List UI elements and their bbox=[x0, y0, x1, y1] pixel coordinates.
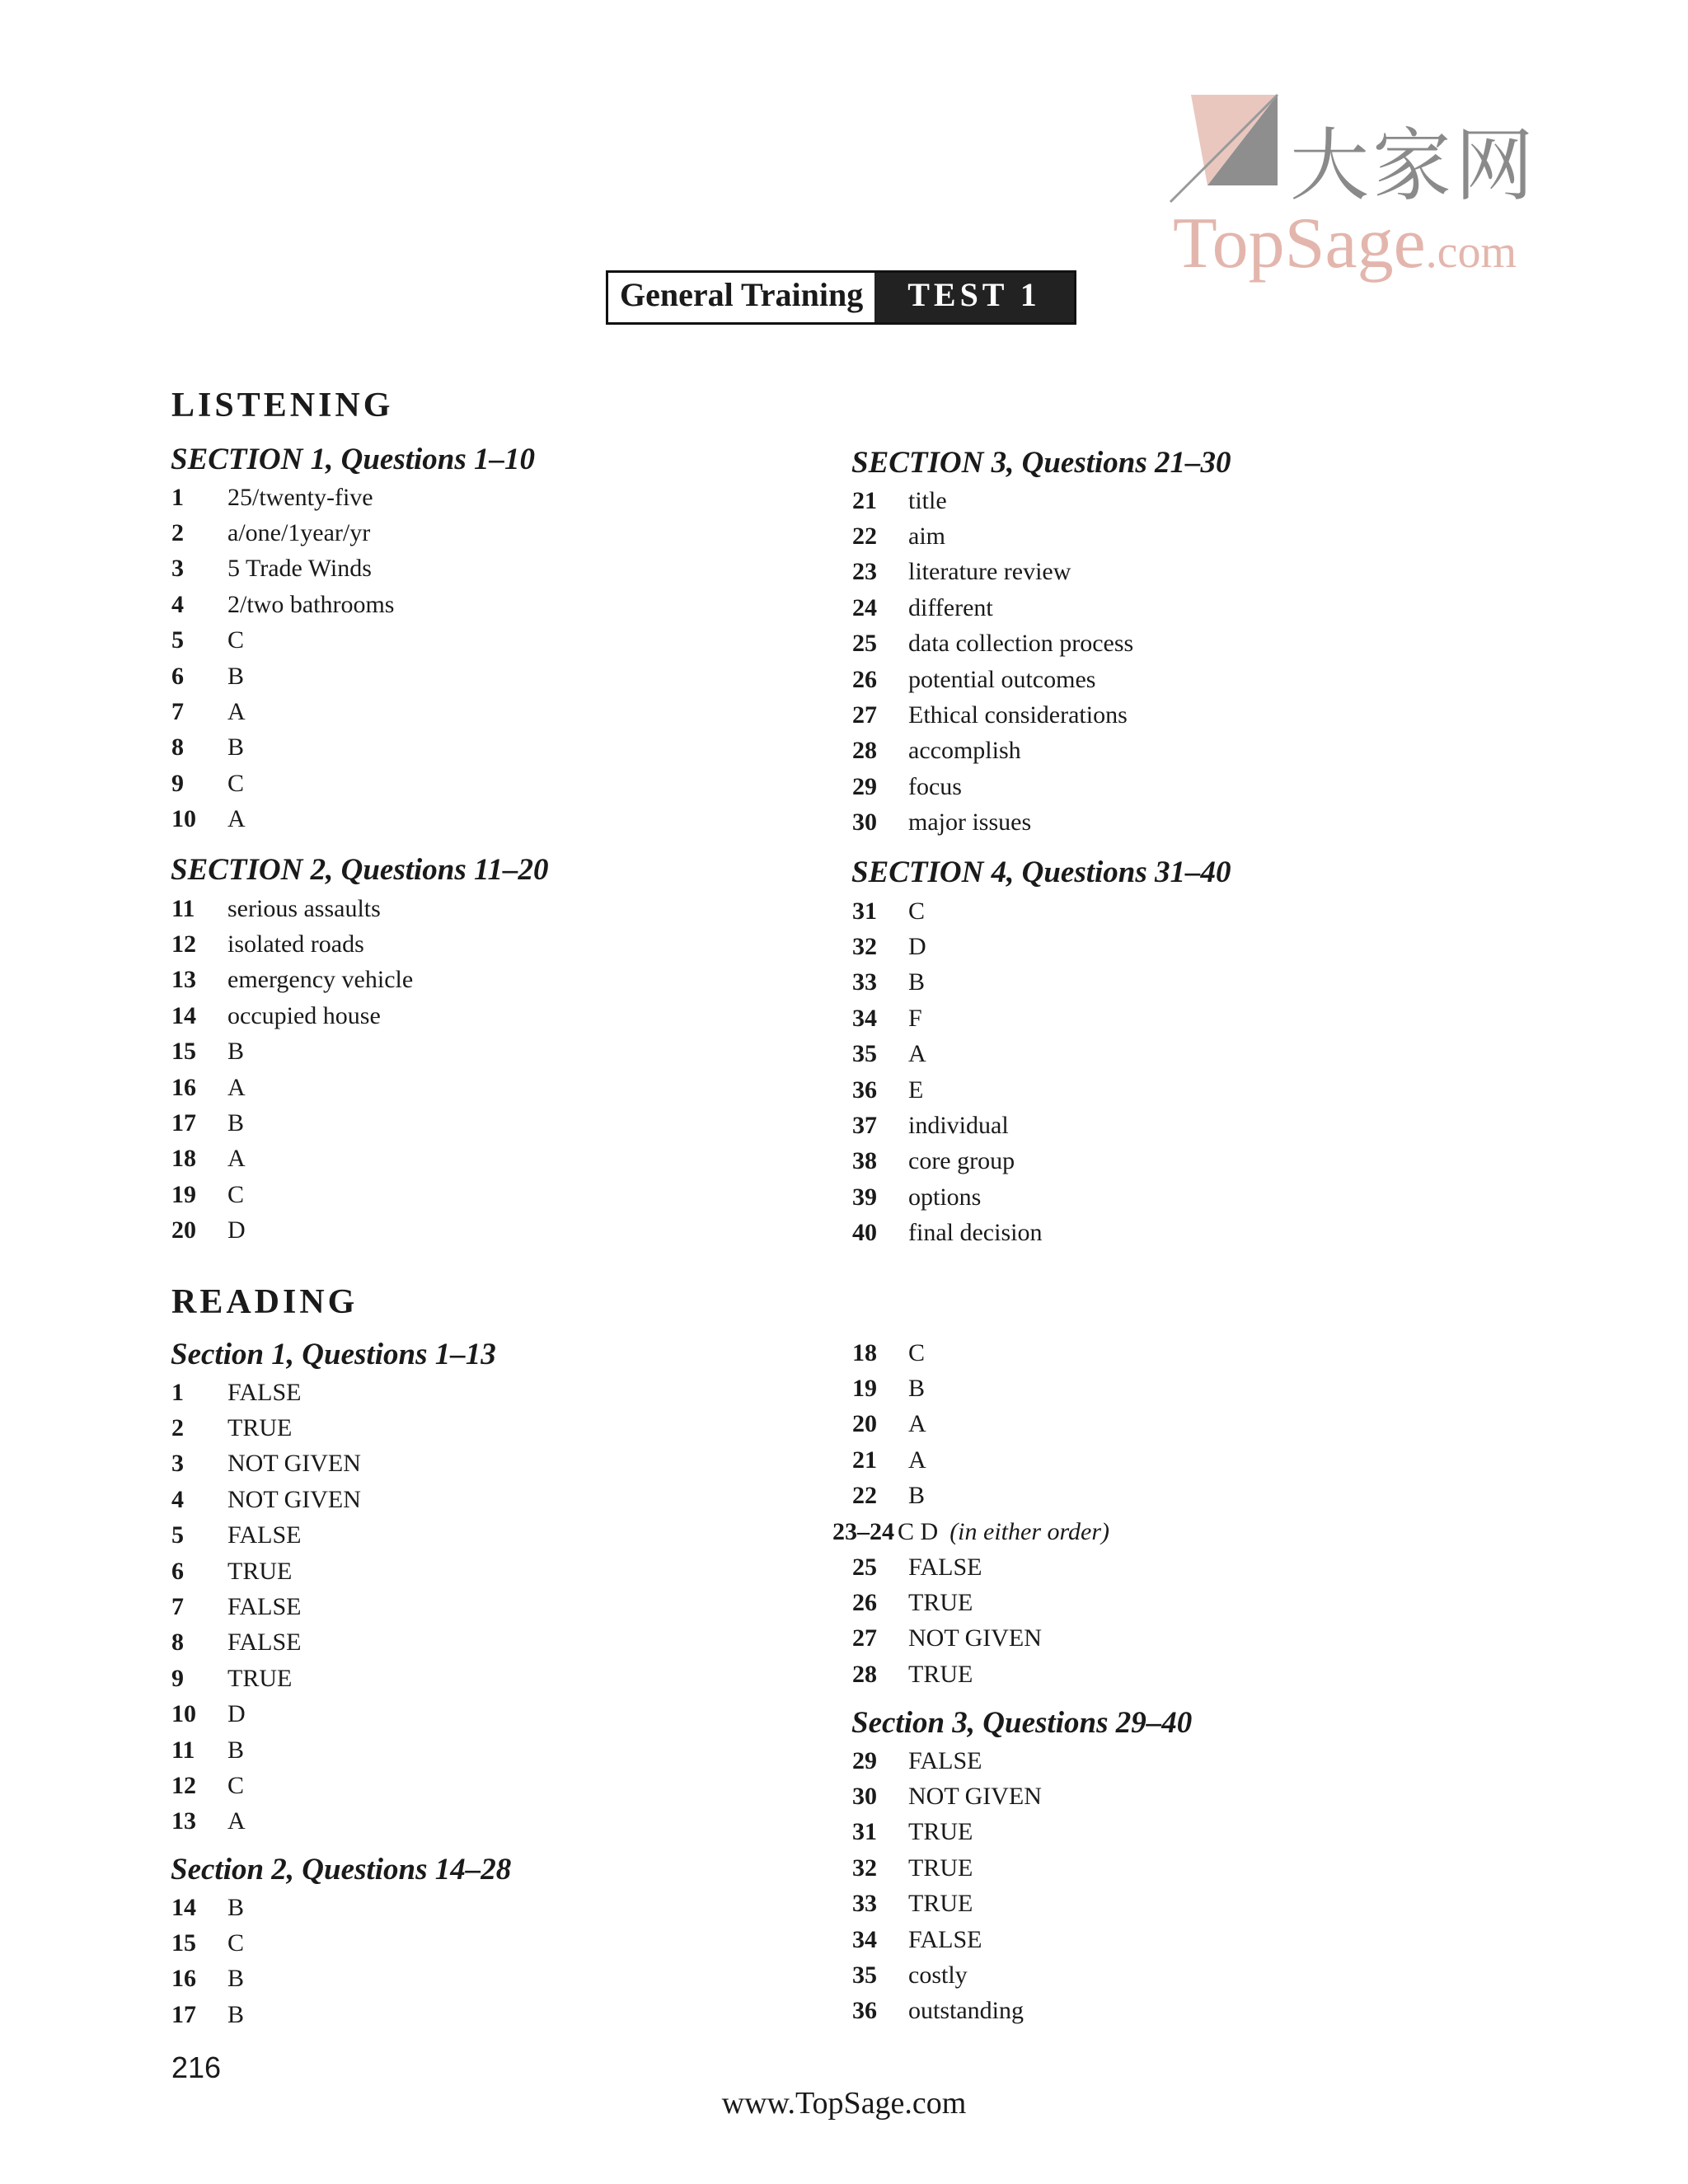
answer-text: FALSE bbox=[908, 1925, 982, 1953]
question-number: 13 bbox=[171, 966, 196, 994]
answer-text: B bbox=[227, 1893, 245, 1921]
question-number: 1 bbox=[171, 483, 184, 511]
answer-text: A bbox=[227, 1073, 246, 1101]
answer-text: occupied house bbox=[227, 1001, 381, 1029]
question-number: 16 bbox=[171, 1073, 196, 1101]
list-item bbox=[852, 1549, 1042, 1585]
answer-text: data collection process bbox=[908, 630, 1134, 658]
answer-text: core group bbox=[908, 1147, 1015, 1175]
list-item bbox=[171, 1625, 361, 1661]
question-number: 21 bbox=[852, 486, 877, 514]
question-number: 14 bbox=[171, 1893, 196, 1921]
list-item bbox=[171, 891, 413, 926]
answer-text: C bbox=[227, 1929, 245, 1957]
question-number: 11 bbox=[171, 894, 195, 922]
list-item bbox=[852, 1994, 1042, 2029]
list-item bbox=[171, 480, 395, 515]
question-number: 27 bbox=[852, 701, 877, 729]
answer-text: NOT GIVEN bbox=[227, 1450, 361, 1478]
answer-text: B bbox=[227, 1736, 245, 1764]
question-number: 36 bbox=[852, 1076, 877, 1104]
question-number: 25 bbox=[852, 1553, 877, 1581]
list-item bbox=[852, 733, 1133, 769]
question-number: 30 bbox=[852, 1783, 877, 1811]
answer-text: 25/twenty-five bbox=[227, 483, 373, 511]
answer-text: NOT GIVEN bbox=[227, 1485, 361, 1513]
question-number: 10 bbox=[171, 1700, 196, 1728]
list-item bbox=[852, 929, 1042, 964]
question-number: 18 bbox=[171, 1145, 196, 1173]
list-item bbox=[852, 1585, 1042, 1620]
question-number: 33 bbox=[852, 968, 877, 996]
list-item bbox=[852, 1779, 1042, 1814]
title-general-training: General Training bbox=[608, 273, 874, 322]
answer-text: literature review bbox=[908, 558, 1071, 586]
list-item bbox=[852, 1922, 1042, 1957]
list-item bbox=[852, 590, 1133, 626]
answer-text: FALSE bbox=[908, 1746, 982, 1774]
question-number: 12 bbox=[171, 930, 196, 958]
reading-item-23-24 bbox=[832, 1514, 1109, 1549]
list-item bbox=[171, 1410, 361, 1446]
question-number: 19 bbox=[171, 1180, 196, 1208]
list-item bbox=[171, 1768, 361, 1803]
list-item bbox=[852, 1621, 1042, 1657]
answer-text: B bbox=[908, 1375, 926, 1403]
answer-text: focus bbox=[908, 772, 962, 800]
list-item bbox=[171, 1732, 361, 1768]
list-item bbox=[852, 965, 1042, 1001]
list-item bbox=[852, 805, 1133, 841]
question-number: 18 bbox=[852, 1338, 877, 1366]
answer-text: C bbox=[227, 1771, 245, 1799]
answer-text: B bbox=[227, 1109, 245, 1137]
reading-section-2-title: Section 2, Questions 14–28 bbox=[171, 1853, 512, 1886]
answer-text: final decision bbox=[908, 1219, 1043, 1247]
answer-text: FALSE bbox=[908, 1553, 982, 1581]
list-item bbox=[171, 658, 395, 694]
question-number: 20 bbox=[852, 1410, 877, 1438]
question-number: 4 bbox=[171, 590, 184, 618]
question-number: 9 bbox=[171, 769, 184, 797]
answer-text: D bbox=[227, 1700, 246, 1728]
answer-text: A bbox=[227, 1807, 246, 1835]
question-number: 5 bbox=[171, 626, 184, 654]
list-item bbox=[171, 1589, 361, 1624]
list-item bbox=[171, 1697, 361, 1732]
list-item bbox=[171, 1804, 361, 1840]
list-item bbox=[852, 1216, 1042, 1251]
list-item bbox=[171, 1105, 413, 1141]
question-number: 28 bbox=[852, 737, 877, 765]
answer-text: serious assaults bbox=[227, 894, 381, 922]
list-item bbox=[852, 1335, 926, 1371]
question-number: 17 bbox=[171, 2000, 196, 2028]
reading-section-3-title: Section 3, Questions 29–40 bbox=[851, 1706, 1193, 1740]
question-number: 4 bbox=[171, 1485, 184, 1513]
list-item bbox=[171, 1446, 361, 1482]
reading-section-1-title: Section 1, Questions 1–13 bbox=[171, 1338, 496, 1371]
answer-text: A bbox=[908, 1040, 926, 1068]
list-item bbox=[852, 1886, 1042, 1922]
answer-text: isolated roads bbox=[227, 930, 364, 958]
answer-text: F bbox=[908, 1004, 922, 1032]
answer-text: D bbox=[908, 933, 926, 961]
answer-text: E bbox=[908, 1076, 924, 1104]
question-number: 10 bbox=[171, 805, 196, 833]
list-item bbox=[171, 998, 413, 1033]
list-item bbox=[852, 769, 1133, 804]
reading-section-2-answers-right bbox=[852, 1335, 926, 1514]
answer-text: TRUE bbox=[908, 1890, 973, 1918]
answer-text: FALSE bbox=[227, 1629, 302, 1657]
list-item bbox=[171, 1213, 413, 1249]
question-number: 30 bbox=[852, 808, 877, 837]
answer-text: accomplish bbox=[908, 737, 1021, 765]
list-item bbox=[171, 1070, 413, 1105]
question-number: 7 bbox=[171, 1593, 184, 1621]
question-number: 19 bbox=[852, 1375, 877, 1403]
listening-section-2-title: SECTION 2, Questions 11–20 bbox=[171, 853, 549, 887]
question-number: 22 bbox=[852, 1482, 877, 1510]
list-item bbox=[852, 1037, 1042, 1072]
list-item bbox=[852, 697, 1133, 733]
answer-text: TRUE bbox=[227, 1557, 293, 1585]
question-number: 14 bbox=[171, 1001, 196, 1029]
question-number: 6 bbox=[171, 1557, 184, 1585]
question-number: 26 bbox=[852, 1589, 877, 1617]
list-item bbox=[852, 1479, 926, 1514]
question-number: 15 bbox=[171, 1038, 196, 1066]
listening-section-2-answers bbox=[171, 891, 413, 1249]
reading-section-3-answers bbox=[852, 1743, 1042, 2029]
question-number: 37 bbox=[852, 1112, 877, 1140]
list-item bbox=[171, 926, 413, 962]
answer-text: C bbox=[227, 769, 245, 797]
reading-heading: READING bbox=[171, 1283, 359, 1321]
page-number: 216 bbox=[171, 2050, 222, 2084]
question-number: 5 bbox=[171, 1521, 184, 1549]
answer-text: C bbox=[908, 1338, 926, 1366]
answer-text: NOT GIVEN bbox=[908, 1624, 1042, 1652]
question-number: 23 bbox=[852, 558, 877, 586]
list-item bbox=[171, 1997, 244, 2032]
answer-text: NOT GIVEN bbox=[908, 1783, 1042, 1811]
question-number: 27 bbox=[852, 1624, 877, 1652]
answer-text: different bbox=[908, 593, 993, 621]
answer-text: C bbox=[227, 626, 245, 654]
listening-section-1-title: SECTION 1, Questions 1–10 bbox=[171, 443, 536, 476]
list-item bbox=[171, 1375, 361, 1410]
answer-text: D bbox=[227, 1216, 246, 1244]
list-item bbox=[852, 1144, 1042, 1179]
listening-heading: LISTENING bbox=[171, 387, 394, 424]
question-number: 21 bbox=[852, 1446, 877, 1474]
reading-section-2-answers-right-cont bbox=[852, 1549, 1042, 1693]
question-number: 16 bbox=[171, 1965, 196, 1993]
question-number: 22 bbox=[852, 523, 877, 551]
question-number: 7 bbox=[171, 698, 184, 726]
list-item bbox=[171, 694, 395, 729]
answer-text: C bbox=[227, 1180, 245, 1208]
answer-text: B bbox=[227, 662, 245, 690]
question-number: 8 bbox=[171, 733, 184, 762]
footer-url: www.TopSage.com bbox=[721, 2086, 967, 2121]
question-number: 35 bbox=[852, 1961, 877, 1990]
logo-mark-icon bbox=[1166, 87, 1290, 210]
question-number: 31 bbox=[852, 897, 877, 925]
question-number: 39 bbox=[852, 1183, 877, 1211]
question-number: 24 bbox=[852, 593, 877, 621]
question-number: 2 bbox=[171, 1414, 184, 1442]
question-number: 12 bbox=[171, 1771, 196, 1799]
list-item bbox=[852, 1815, 1042, 1850]
answer-text: costly bbox=[908, 1961, 968, 1990]
answer-text: A bbox=[908, 1446, 926, 1474]
list-item bbox=[171, 1034, 413, 1070]
listening-section-4-answers bbox=[852, 893, 1042, 1251]
answer-text: B bbox=[227, 733, 245, 762]
question-number: 11 bbox=[171, 1736, 195, 1764]
question-number: 34 bbox=[852, 1925, 877, 1953]
list-item bbox=[171, 1925, 244, 1961]
answer-text: B bbox=[227, 1965, 245, 1993]
list-item bbox=[852, 1179, 1042, 1215]
test-title-box bbox=[606, 270, 1076, 325]
answer-text: TRUE bbox=[908, 1589, 973, 1617]
question-number: 33 bbox=[852, 1890, 877, 1918]
list-item bbox=[171, 1890, 244, 1925]
reading-section-1-answers bbox=[171, 1375, 361, 1840]
title-test-number: TEST 1 bbox=[874, 273, 1074, 322]
answer-text: TRUE bbox=[908, 1818, 973, 1846]
list-item bbox=[171, 1554, 361, 1589]
logo-chinese-text: 大家网 bbox=[1290, 120, 1537, 212]
question-number: 29 bbox=[852, 772, 877, 800]
question-number: 34 bbox=[852, 1004, 877, 1032]
list-item bbox=[171, 802, 395, 837]
answer-text: TRUE bbox=[908, 1854, 973, 1882]
answer-text: TRUE bbox=[908, 1660, 973, 1688]
answer-text: TRUE bbox=[227, 1414, 293, 1442]
answer-text: B bbox=[227, 2000, 245, 2028]
answer-text: TRUE bbox=[227, 1664, 293, 1692]
topsage-watermark-logo bbox=[1166, 78, 1554, 301]
question-number: 3 bbox=[171, 1450, 184, 1478]
list-item bbox=[852, 1657, 1042, 1692]
list-item bbox=[852, 893, 1042, 929]
list-item bbox=[852, 1072, 1042, 1108]
question-number: 13 bbox=[171, 1807, 196, 1835]
question-number: 31 bbox=[852, 1818, 877, 1846]
answer-text: FALSE bbox=[227, 1521, 302, 1549]
list-item bbox=[832, 1514, 1109, 1549]
answer-text: A bbox=[908, 1410, 926, 1438]
answer-text: A bbox=[227, 698, 246, 726]
list-item bbox=[852, 555, 1133, 590]
list-item bbox=[852, 1407, 926, 1442]
answer-note: (in either order) bbox=[950, 1517, 1110, 1545]
listening-section-1-answers bbox=[171, 480, 395, 837]
answer-text: B bbox=[908, 968, 926, 996]
question-number: 6 bbox=[171, 662, 184, 690]
question-number: 1 bbox=[171, 1378, 184, 1406]
list-item bbox=[171, 587, 395, 622]
list-item bbox=[852, 483, 1133, 518]
question-number: 3 bbox=[171, 555, 184, 583]
question-number: 32 bbox=[852, 1854, 877, 1882]
list-item bbox=[171, 1177, 413, 1212]
list-item bbox=[852, 1850, 1042, 1886]
question-number: 8 bbox=[171, 1629, 184, 1657]
question-number: 20 bbox=[171, 1216, 196, 1244]
list-item bbox=[171, 1518, 361, 1554]
question-number: 25 bbox=[852, 630, 877, 658]
question-number: 35 bbox=[852, 1040, 877, 1068]
answer-text: C bbox=[908, 897, 926, 925]
question-number: 29 bbox=[852, 1746, 877, 1774]
list-item bbox=[852, 1001, 1042, 1036]
answer-text: B bbox=[908, 1482, 926, 1510]
question-number: 26 bbox=[852, 665, 877, 693]
list-item bbox=[171, 1961, 244, 1997]
question-number: 2 bbox=[171, 519, 184, 547]
answer-text: A bbox=[227, 805, 246, 833]
list-item bbox=[852, 662, 1133, 697]
answer-text: 2/two bathrooms bbox=[227, 590, 395, 618]
answer-text: a/one/1year/yr bbox=[227, 519, 371, 547]
question-number: 32 bbox=[852, 933, 877, 961]
answer-text: aim bbox=[908, 523, 945, 551]
list-item bbox=[171, 1661, 361, 1696]
answer-text: 5 Trade Winds bbox=[227, 555, 372, 583]
answer-text: potential outcomes bbox=[908, 665, 1096, 693]
logo-site-name: TopSage.com bbox=[1173, 204, 1517, 284]
list-item bbox=[171, 1482, 361, 1517]
list-item bbox=[852, 1957, 1042, 1993]
reading-section-2-answers-left bbox=[171, 1890, 244, 2033]
list-item bbox=[852, 1371, 926, 1406]
list-item bbox=[852, 626, 1133, 662]
list-item bbox=[171, 515, 395, 551]
answer-text: title bbox=[908, 486, 947, 514]
answer-text: emergency vehicle bbox=[227, 966, 414, 994]
question-number: 23–24 bbox=[832, 1517, 894, 1545]
list-item bbox=[171, 730, 395, 766]
list-item bbox=[852, 518, 1133, 554]
answer-text: A bbox=[227, 1145, 246, 1173]
question-number: 36 bbox=[852, 1997, 877, 2025]
answer-text: C D bbox=[898, 1517, 939, 1545]
answer-text: Ethical considerations bbox=[908, 701, 1128, 729]
list-item bbox=[852, 1108, 1042, 1143]
answer-text: outstanding bbox=[908, 1997, 1024, 2025]
question-number: 38 bbox=[852, 1147, 877, 1175]
answer-text: B bbox=[227, 1038, 245, 1066]
question-number: 17 bbox=[171, 1109, 196, 1137]
list-item bbox=[171, 963, 413, 998]
list-item bbox=[852, 1442, 926, 1478]
question-number: 15 bbox=[171, 1929, 196, 1957]
answer-text: FALSE bbox=[227, 1593, 302, 1621]
list-item bbox=[171, 766, 395, 801]
question-number: 9 bbox=[171, 1664, 184, 1692]
listening-section-3-title: SECTION 3, Questions 21–30 bbox=[851, 446, 1231, 480]
list-item bbox=[171, 1141, 413, 1177]
question-number: 40 bbox=[852, 1219, 877, 1247]
list-item bbox=[171, 551, 395, 587]
list-item bbox=[171, 623, 395, 658]
answer-text: individual bbox=[908, 1112, 1009, 1140]
answer-text: options bbox=[908, 1183, 982, 1211]
listening-section-4-title: SECTION 4, Questions 31–40 bbox=[851, 855, 1231, 889]
answer-text: major issues bbox=[908, 808, 1032, 837]
question-number: 28 bbox=[852, 1660, 877, 1688]
listening-section-3-answers bbox=[852, 483, 1133, 841]
list-item bbox=[852, 1743, 1042, 1779]
answer-text: FALSE bbox=[227, 1378, 302, 1406]
